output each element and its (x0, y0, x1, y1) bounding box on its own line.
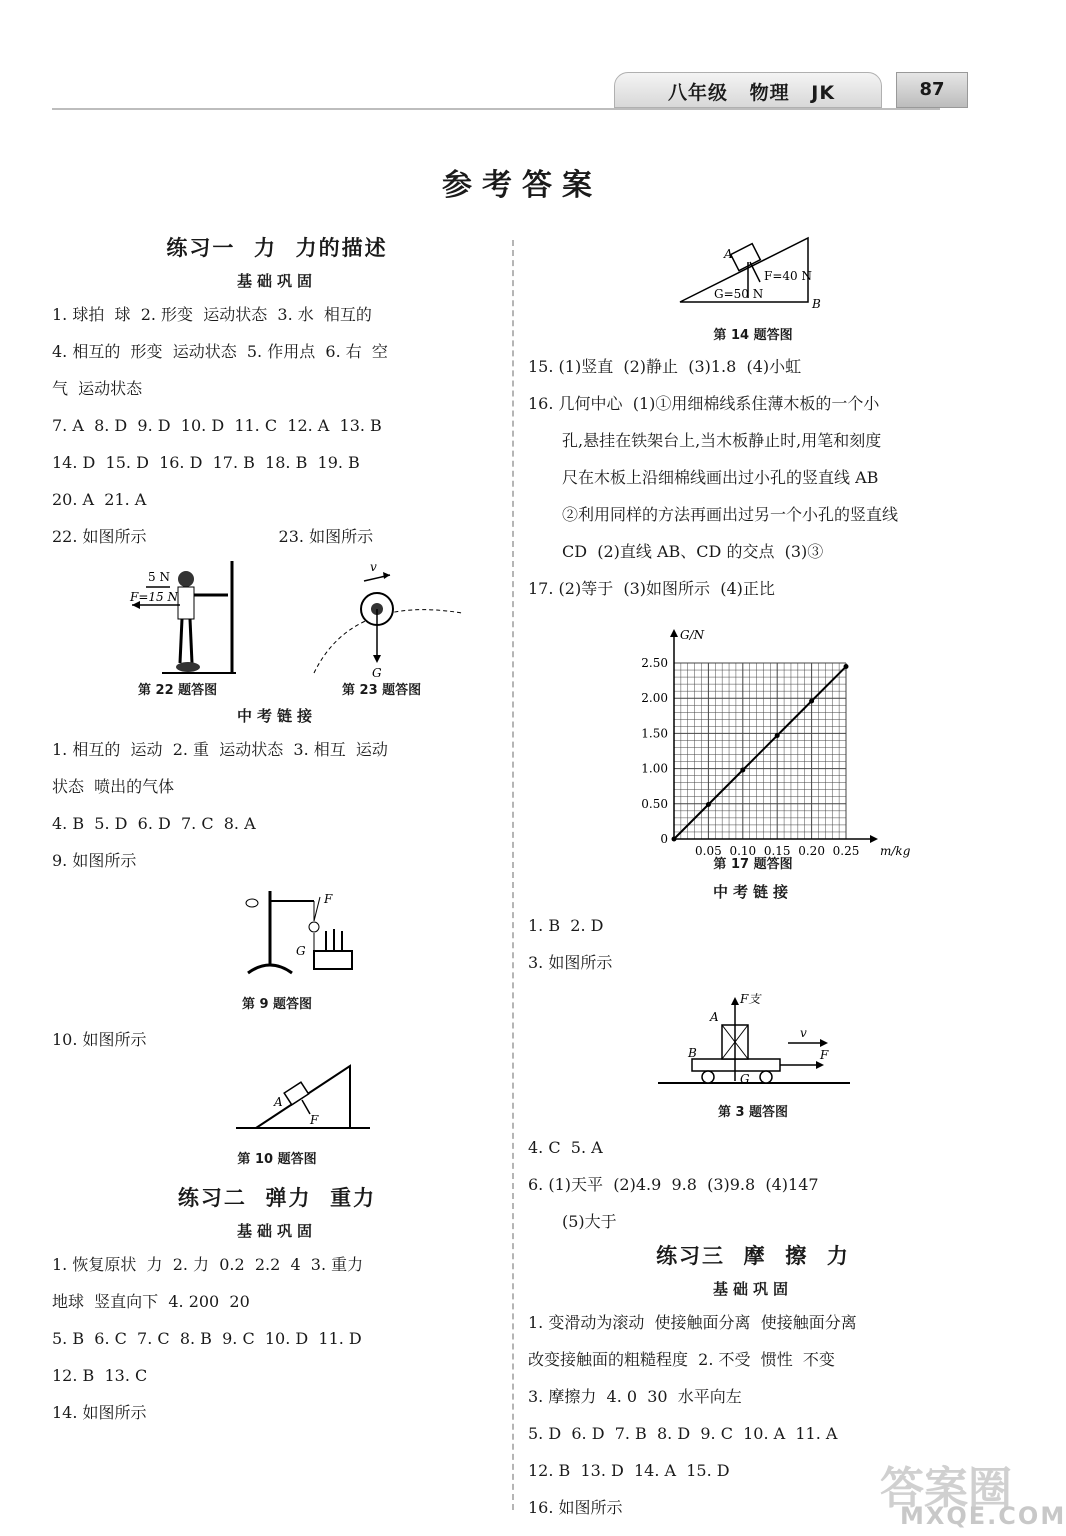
y-tick-label: 2.00 (641, 691, 668, 706)
figure-14-svg (528, 232, 978, 316)
answer-line: 14. 如图所示 (52, 1403, 147, 1422)
x-tick-label: 0.20 (798, 844, 825, 858)
answer-line: 1. 球拍 球 2. 形变 运动状态 3. 水 相互的 (52, 305, 372, 324)
person-leg (180, 619, 182, 663)
ball (309, 922, 319, 932)
answer-line: CD (2)直线 AB、CD 的交点 (3)③ (562, 542, 824, 561)
figure-9 (52, 879, 502, 1021)
arrowhead (731, 997, 739, 1005)
figure-17 (528, 607, 978, 877)
person-head (178, 571, 194, 587)
x-tick-label: 0.10 (729, 844, 757, 858)
y-tick-label: 2.50 (641, 656, 668, 670)
caption-3: 第 3 题答图 (717, 1105, 789, 1120)
subsection-title: 基础巩固 (236, 1222, 317, 1240)
answer-line: 1. 变滑动为滚动 使接触面分离 使接触面分离 (528, 1313, 857, 1332)
data-point (740, 768, 745, 773)
watermark-site: MXQE.COM (900, 1502, 1066, 1530)
answer-line: 14. D 15. D 16. D 17. B 18. B 19. B (52, 453, 360, 472)
caption-23: 第 23 题答图 (342, 683, 422, 698)
figure-10 (52, 1058, 502, 1182)
cart-b (692, 1059, 780, 1071)
data-point (809, 699, 814, 704)
q23-label: 23. 如图所示 (278, 527, 374, 546)
answer-line: 地球 竖直向下 4. 200 20 (52, 1292, 250, 1311)
answer-line: 1. 相互的 运动 2. 重 运动状态 3. 相互 运动 (52, 740, 388, 759)
chart-series (672, 664, 849, 841)
answer-line: 20. A 21. A (52, 490, 147, 509)
answer-line: 16. 如图所示 (528, 1498, 623, 1517)
subsection-title: 基础巩固 (712, 1280, 793, 1298)
arrowhead (816, 1061, 824, 1069)
person-feet (176, 662, 200, 672)
answer-line: 状态 喷出的气体 (52, 777, 175, 796)
fig22-scale-label: 5 N (148, 570, 170, 584)
x-axis-arrow (870, 835, 878, 843)
y-axis-arrow (670, 629, 678, 637)
section-title: 练习三 摩 擦 力 (656, 1244, 850, 1268)
subsection-title: 中考链接 (236, 707, 317, 725)
answer-line: 孔,悬挂在铁架台上,当木板静止时,用笔和刻度 (562, 431, 882, 450)
q22-label: 22. 如图所示 (52, 527, 147, 546)
answer-line: 10. 如图所示 (52, 1030, 147, 1049)
answer-line: ②利用同样的方法再画出过另一个小孔的竖直线 (562, 505, 899, 524)
fig3-g-label: G (740, 1072, 750, 1086)
fig10-f-label: F (310, 1113, 319, 1127)
fig9-g-label: G (296, 944, 306, 958)
answer-line: 尺在木板上沿细棉线画出过小孔的竖直线 AB (562, 468, 879, 487)
header-text (668, 78, 849, 105)
section-title: 练习二 弹力 重力 (177, 1186, 377, 1210)
caption-9: 第 9 题答图 (241, 997, 313, 1012)
watermark-logo: 答案圈 (880, 1463, 1012, 1514)
page-title: 参考答案 (442, 168, 602, 203)
fig22-force-label: F=15 N (130, 590, 178, 604)
series-line (674, 667, 846, 839)
stand-base (248, 965, 292, 973)
answer-line: 3. 如图所示 (528, 953, 613, 972)
answer-line: 15. (1)竖直 (2)静止 (3)1.8 (4)小虹 (528, 357, 802, 376)
answer-line: 4. B 5. D 6. D 7. C 8. A (52, 814, 256, 833)
caption-10: 第 10 题答图 (237, 1152, 317, 1167)
y-tick-label: 0 (660, 832, 668, 846)
answer-line: 5. D 6. D 7. B 8. D 9. C 10. A 11. A (528, 1424, 838, 1443)
fig14-g-label: G=50 N (714, 287, 764, 301)
subsection-title: 中考链接 (712, 883, 793, 901)
figure-3 (528, 981, 978, 1129)
fig23-g-label: G (372, 666, 382, 680)
figure-10-svg (52, 1058, 502, 1144)
figure-22-23-svg (52, 555, 502, 679)
data-point (775, 733, 780, 738)
arrowhead (373, 655, 381, 663)
person-body (178, 587, 194, 619)
page-number: 87 (896, 72, 968, 108)
subsection-title: 基础巩固 (236, 272, 317, 290)
person-leg (190, 619, 192, 663)
y-tick-label: 0.50 (641, 796, 668, 811)
answer-line: 12. B 13. C (52, 1366, 148, 1385)
column-divider (512, 240, 514, 1510)
wheel (702, 1071, 714, 1083)
fig14-a-label: A (724, 247, 733, 261)
figure-3-svg (528, 981, 978, 1097)
tuning-fork (326, 929, 342, 951)
right-column (528, 232, 978, 1526)
caption-17: 第 17 题答图 (713, 857, 793, 872)
arrowhead (820, 1039, 828, 1047)
left-column (52, 232, 502, 1431)
answer-line: 4. 相互的 形变 运动状态 5. 作用点 6. 右 空 (52, 342, 388, 361)
figure-9-svg (52, 879, 502, 989)
answer-line: 气 运动状态 (52, 379, 143, 398)
data-point (844, 664, 849, 669)
answer-line: 4. C 5. A (528, 1138, 603, 1157)
fig10-a-label: A (274, 1095, 283, 1109)
answer-line: 改变接触面的粗糙程度 2. 不受 惯性 不变 (528, 1350, 835, 1369)
answer-line (52, 518, 502, 555)
x-axis-label: m/kg (880, 844, 911, 858)
arrowhead (383, 572, 390, 579)
data-point (672, 837, 677, 842)
answer-line: 7. A 8. D 9. D 10. D 11. C 12. A 13. B (52, 416, 382, 435)
figure-22-23 (52, 555, 502, 701)
x-tick-label: 0.15 (763, 844, 791, 858)
answer-line: (5)大于 (562, 1212, 617, 1231)
answer-line: 6. (1)天平 (2)4.9 9.8 (3)9.8 (4)147 (528, 1175, 819, 1194)
x-tick-label: 0.25 (832, 844, 860, 858)
answer-line: 17. (2)等于 (3)如图所示 (4)正比 (528, 579, 775, 598)
y-tick-label: 1.50 (641, 726, 668, 741)
fig14-f-label: F=40 N (764, 269, 812, 283)
figure-14 (528, 232, 978, 348)
x-tick-label: 0.05 (695, 844, 722, 858)
header-subject: 物理 (749, 82, 790, 104)
answer-line: 1. B 2. D (528, 916, 604, 935)
answer-line: 1. 恢复原状 力 2. 力 0.2 2.2 4 3. 重力 (52, 1255, 364, 1274)
data-point (706, 802, 711, 807)
wheel (760, 1071, 772, 1083)
caption-22: 第 22 题答图 (138, 683, 218, 698)
fig3-f-label: F (820, 1048, 829, 1062)
answer-line: 3. 摩擦力 4. 0 30 水平向左 (528, 1387, 742, 1406)
answer-line: 9. 如图所示 (52, 851, 137, 870)
fig23-v-label: v (370, 560, 377, 574)
fig3-v-label: v (800, 1026, 807, 1040)
answer-line: 16. 几何中心 (1)①用细棉线系住薄木板的一个小 (528, 394, 880, 413)
answer-line: 5. B 6. C 7. C 8. B 9. C 10. D 11. D (52, 1329, 362, 1348)
block (314, 951, 352, 969)
header-edition: JK (811, 82, 836, 104)
answer-line: 12. B 13. D 14. A 15. D (528, 1461, 730, 1480)
y-tick-label: 1.00 (641, 761, 668, 776)
fig9-f-label: F (324, 892, 333, 906)
section-title: 练习一 力 力的描述 (166, 236, 388, 260)
caption-14: 第 14 题答图 (713, 328, 793, 343)
fig3-a-label: A (710, 1010, 719, 1024)
fig14-b-label: B (812, 297, 821, 311)
chart-g-vs-m (528, 607, 978, 858)
clamp (246, 899, 258, 907)
y-axis-label: G/N (680, 628, 705, 642)
header-rule (52, 108, 940, 110)
f-arrow (314, 897, 320, 921)
header-grade: 八年级 (668, 82, 729, 104)
fig3-fs-label: F支 (740, 992, 761, 1006)
fig3-b-label: B (688, 1046, 697, 1060)
